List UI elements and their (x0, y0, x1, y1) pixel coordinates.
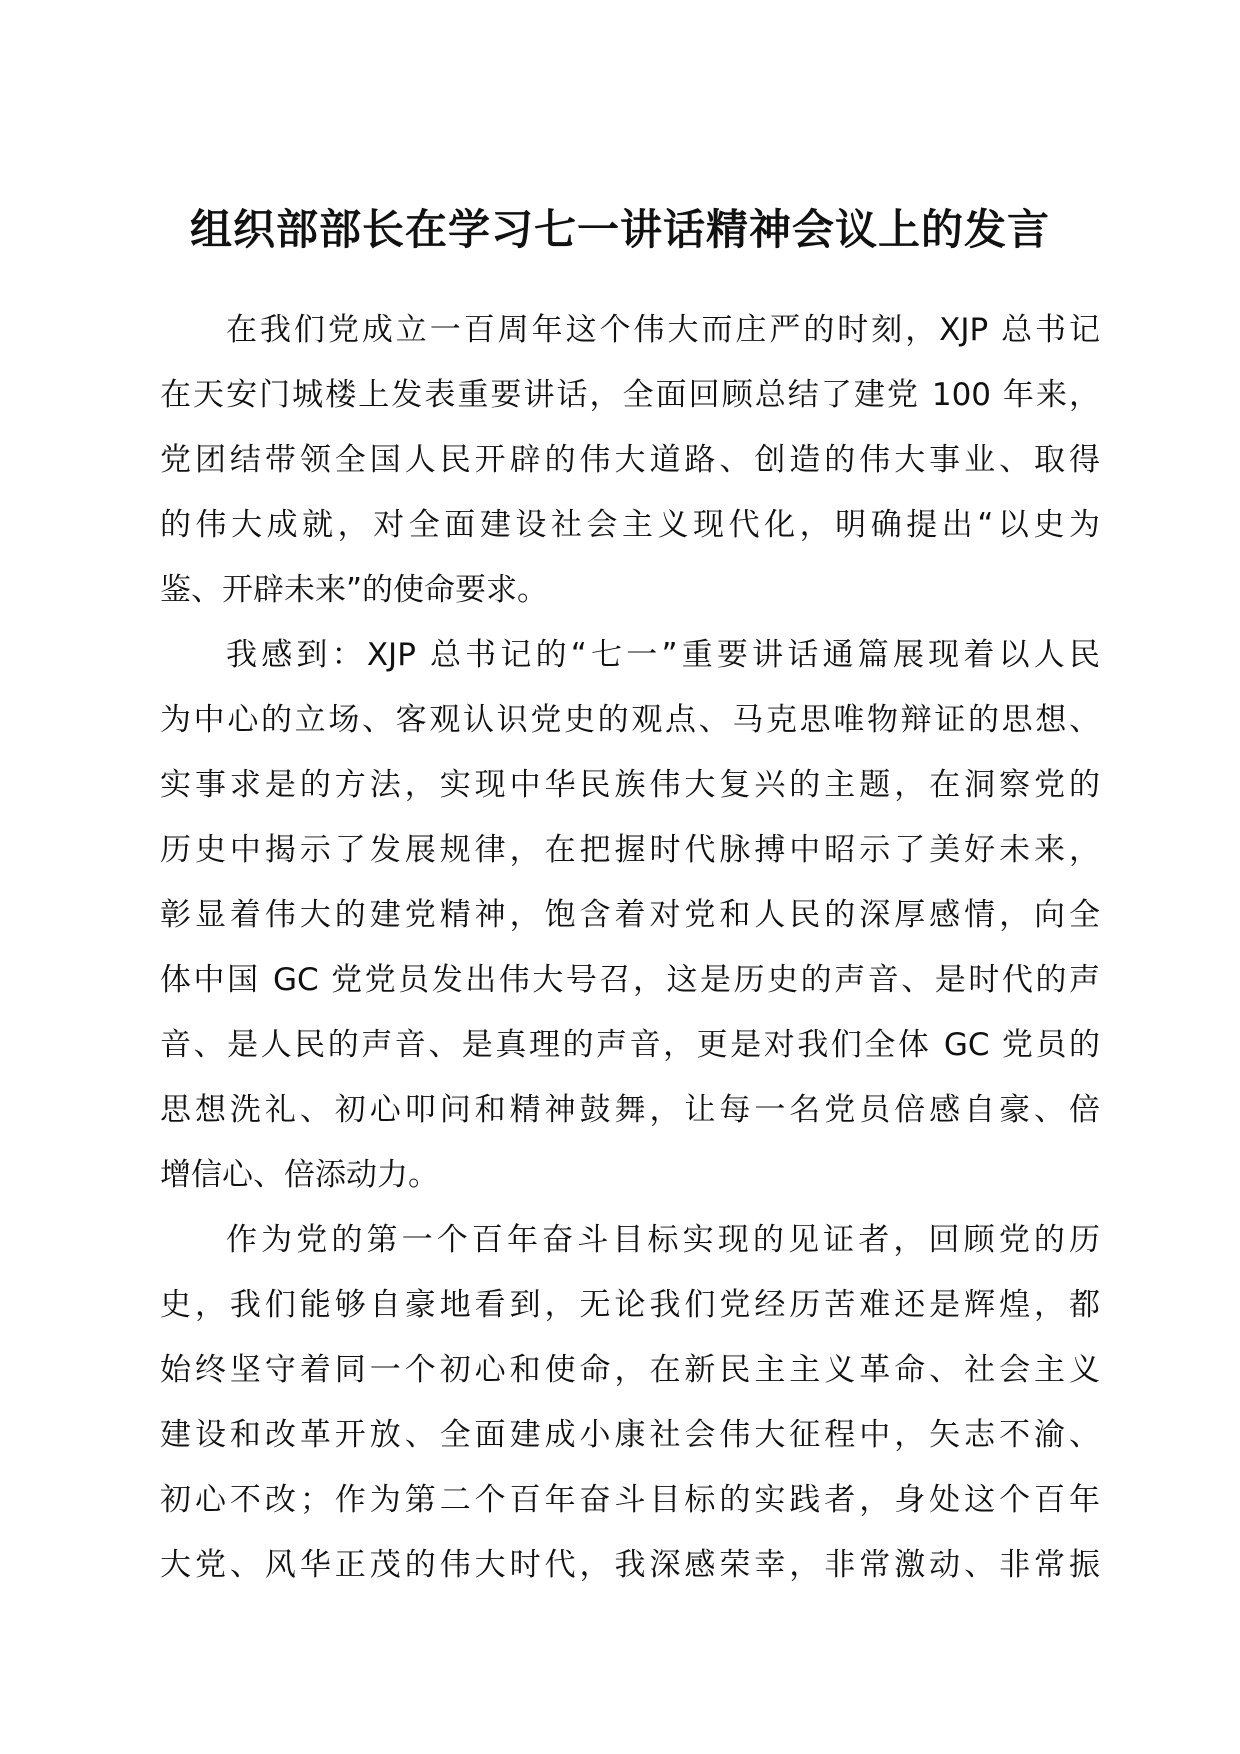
document-body (160, 298, 1100, 1598)
body-text-line: 的伟大成就，对全面建设社会主义现代化，明确提出“以史为 (160, 507, 1100, 543)
body-text-line: 史，我们能够自豪地看到，无论我们党经历苦难还是辉煌，都 (160, 1287, 1100, 1323)
body-text-line: 历史中揭示了发展规律，在把握时代脉搏中昭示了美好未来， (160, 832, 1100, 868)
body-text-line: 彰显着伟大的建党精神，饱含着对党和人民的深厚感情，向全 (160, 897, 1100, 933)
body-text-line: 初心不改；作为第二个百年奋斗目标的实践者，身处这个百年 (160, 1482, 1100, 1518)
body-text-line: 实事求是的方法，实现中华民族伟大复兴的主题，在洞察党的 (160, 767, 1100, 803)
body-text-line: 建设和改革开放、全面建成小康社会伟大征程中，矢志不渝、 (160, 1417, 1100, 1453)
body-text-line: 思想洗礼、初心叩问和精神鼓舞，让每一名党员倍感自豪、倍 (160, 1092, 1100, 1128)
body-text-line: 在天安门城楼上发表重要讲话，全面回顾总结了建党 100 年来， (160, 377, 1100, 413)
body-text-line: 始终坚守着同一个初心和使命，在新民主主义革命、社会主义 (160, 1352, 1100, 1388)
body-text-line: 我感到：XJP 总书记的“七一”重要讲话通篇展现着以人民 (226, 637, 1100, 673)
body-text-line: 音、是人民的声音、是真理的声音，更是对我们全体 GC 党员的 (160, 1027, 1100, 1063)
body-text-line: 党团结带领全国人民开辟的伟大道路、创造的伟大事业、取得 (160, 442, 1100, 478)
document-title: 组织部部长在学习七一讲话精神会议上的发言 (189, 205, 1050, 254)
body-text-line: 为中心的立场、客观认识党史的观点、马克思唯物辩证的思想、 (160, 702, 1100, 738)
body-text-line: 在我们党成立一百周年这个伟大而庄严的时刻，XJP 总书记 (226, 312, 1100, 348)
body-text-line: 鉴、开辟未来”的使命要求。 (160, 572, 549, 608)
body-text-line: 作为党的第一个百年奋斗目标实现的见证者，回顾党的历 (226, 1222, 1100, 1258)
body-text-line: 体中国 GC 党党员发出伟大号召，这是历史的声音、是时代的声 (160, 962, 1100, 998)
body-text-line: 大党、风华正茂的伟大时代，我深感荣幸，非常激动、非常振 (160, 1547, 1100, 1583)
body-text-line: 增信心、倍添动力。 (160, 1157, 439, 1193)
